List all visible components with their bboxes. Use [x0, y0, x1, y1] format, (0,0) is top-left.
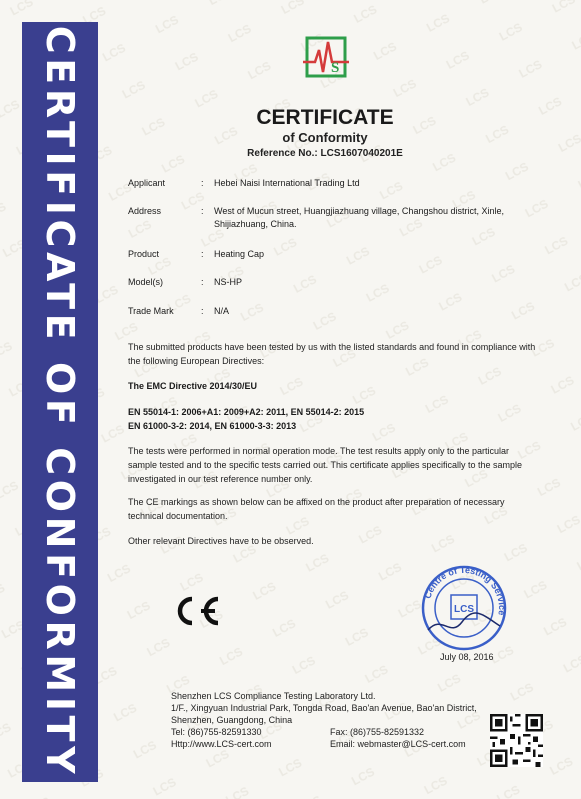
field-colon: :: [201, 206, 204, 216]
standards-line-1: EN 55014-1: 2006+A1: 2009+A2: 2011, EN 55014-2: 2015: [128, 407, 365, 417]
field-colon: :: [201, 277, 204, 287]
field-label: Product: [128, 249, 160, 259]
stamp-ring-text: Centre of Testing Service: [422, 564, 508, 617]
test-paragraph: The tests were performed in normal operation mode. The test results apply only to the particular sample tested and to the specific tests carried out. This certificate applies specifically to the sample investigated in our test reference number only.: [128, 446, 523, 484]
lcs-logo-icon: [301, 32, 351, 82]
field-value: Hebei Naisi International Trading Ltd: [214, 178, 360, 188]
field-colon: :: [201, 178, 204, 188]
ce-paragraph: The CE markings as shown below can be affixed on the product after preparation of necessary technical documentation.: [128, 497, 505, 521]
field-label: Model(s): [128, 277, 164, 287]
standards-line-2: EN 61000-3-2: 2014, EN 61000-3-3: 2013: [128, 421, 297, 431]
field-value: West of Mucun street, Huangjiazhuang village, Changshou district, Xinle, Shijiazhuang, China.: [214, 206, 504, 229]
testing-service-stamp-icon: [420, 564, 508, 652]
intro-paragraph: The submitted products have been tested by us with the listed standards and found in compliance with the following European Directives:: [128, 342, 536, 366]
reference-number: Reference No.: LCS1607040201E: [247, 148, 403, 159]
field-value: NS-HP: [214, 277, 243, 287]
lab-fax: Fax: (86)755-82591332: [330, 727, 425, 737]
stamp-inner-text: LCS: [454, 604, 474, 615]
lab-name: Shenzhen LCS Compliance Testing Laboratory Ltd.: [171, 691, 376, 701]
logo-letter: S: [331, 60, 340, 76]
field-label: Address: [128, 206, 162, 216]
field-colon: :: [201, 306, 204, 316]
lab-email-link[interactable]: Email: webmaster@LCS-cert.com: [330, 739, 466, 749]
field-value: N/A: [214, 306, 230, 316]
other-directives-paragraph: Other relevant Directives have to be observed.: [128, 536, 314, 546]
lab-address-1: 1/F., Xingyuan Industrial Park, Tongda Road, Bao'an Avenue, Bao'an District,: [171, 703, 477, 713]
issue-date: July 08, 2016: [440, 652, 494, 662]
certificate-title: CERTIFICATE: [256, 106, 394, 129]
field-value: Heating Cap: [214, 249, 265, 259]
field-label: Trade Mark: [128, 306, 174, 316]
lab-web-link[interactable]: Http://www.LCS-cert.com: [171, 739, 272, 749]
ce-mark-icon: [168, 594, 224, 628]
field-label: Applicant: [128, 178, 166, 188]
directive-line: The EMC Directive 2014/30/EU: [128, 381, 258, 391]
certificate-subtitle: of Conformity: [282, 130, 368, 145]
field-colon: :: [201, 249, 204, 259]
lab-address-2: Shenzhen, Guangdong, China: [171, 715, 293, 725]
sidebar-vertical-title: CERTIFICATE OF CONFORMITY: [38, 25, 82, 779]
lab-tel: Tel: (86)755-82591330: [171, 727, 262, 737]
qr-code-icon: [490, 714, 543, 767]
